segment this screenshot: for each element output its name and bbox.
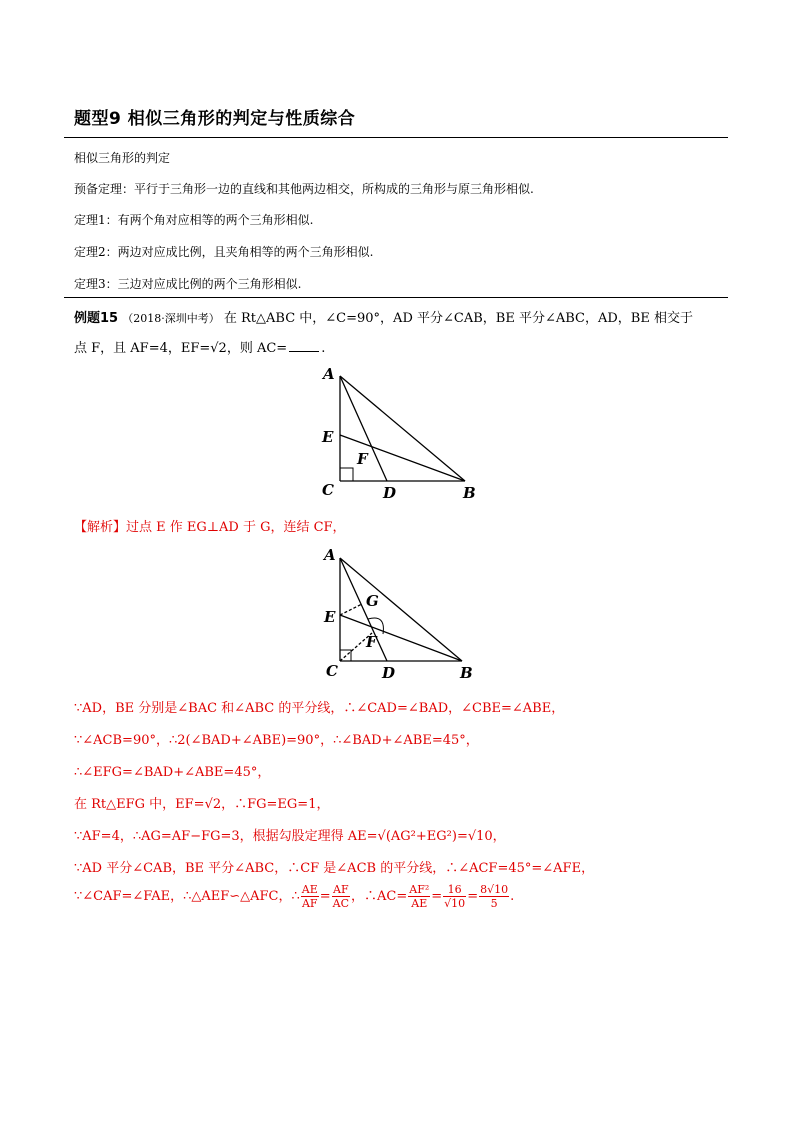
solution-text: 过点 E 作 EG⊥AD 于 G，连结 CF， <box>126 520 346 535</box>
label-b: B <box>463 484 476 502</box>
fraction <box>301 883 319 910</box>
numerator: 8√10 <box>480 883 509 896</box>
denominator: AF <box>301 897 318 910</box>
label-f: F <box>366 633 377 651</box>
numerator: AF <box>333 883 349 896</box>
solution-line: ∵∠ACB=90°，∴2(∠BAD+∠ABE)=90°，∴∠BAD+∠ABE=45°， <box>74 733 479 748</box>
label-d: D <box>382 664 396 682</box>
section-title: 题型9 相似三角形的判定与性质综合 <box>74 109 356 129</box>
segment-ad <box>340 558 387 661</box>
example-source: （2018·深圳中考） <box>122 312 220 325</box>
solution-text: ∵∠CAF=∠FAE，∴△AEF∽△AFC，∴ <box>74 889 300 904</box>
example-line-2 <box>74 337 325 356</box>
equals: = <box>431 889 443 904</box>
right-angle-mark <box>340 468 353 481</box>
label-f: F <box>357 450 368 468</box>
title-divider <box>64 137 728 138</box>
numerator: 16 <box>443 883 466 897</box>
equals: = <box>467 889 479 904</box>
triangle-figure-1 <box>310 360 490 505</box>
example-text: 在 Rt△ABC 中，∠C=90°，AD 平分∠CAB，BE 平分∠ABC，AD，BE 相交于 <box>223 311 693 326</box>
solution-line: 在 Rt△EFG 中，EF=√2，∴FG=EG=1， <box>74 797 330 812</box>
label-b: B <box>460 664 473 682</box>
fraction <box>332 883 350 910</box>
side-ab <box>340 558 462 661</box>
theory-line: 定理3：三边对应成比例的两个三角形相似. <box>74 277 302 291</box>
segment-be <box>340 615 462 661</box>
label-a: A <box>323 365 335 383</box>
label-g: G <box>366 592 379 610</box>
answer-blank <box>289 339 319 352</box>
solution-line: ∴∠EFG=∠BAD+∠ABE=45°， <box>74 765 271 780</box>
denominator: AC <box>332 897 350 910</box>
solution-line: ∵AF=4，∴AG=AF−FG=3，根据勾股定理得 AE=√(AG²+EG²)=√10， <box>74 829 506 844</box>
theory-line: 定理2：两边对应成比例，且夹角相等的两个三角形相似. <box>74 245 374 259</box>
example-label: 例题15 <box>74 311 119 326</box>
solution-last-line <box>74 883 514 910</box>
solution-line: ∵AD，BE 分别是∠BAC 和∠ABC 的平分线，∴∠CAD=∠BAD，∠CBE=∠ABE， <box>74 701 565 716</box>
denominator: AE <box>411 897 428 910</box>
theory-heading: 相似三角形的判定 <box>74 151 171 165</box>
theory-line: 预备定理：平行于三角形一边的直线和其他两边相交，所构成的三角形与原三角形相似. <box>74 182 534 196</box>
example-text: . <box>321 341 326 356</box>
numerator: AE <box>301 883 318 896</box>
numerator: AF² <box>409 883 430 896</box>
label-e: E <box>324 608 336 626</box>
solution-intro <box>74 516 346 535</box>
equals: = <box>319 889 331 904</box>
solution-text: ，∴AC= <box>351 889 408 904</box>
denominator: √10 <box>444 897 466 910</box>
example-text: 点 F，且 AF=4，EF=√2，则 AC= <box>74 341 288 356</box>
example-line-1 <box>74 307 693 326</box>
label-a: A <box>324 546 336 564</box>
label-c: C <box>322 481 334 499</box>
theory-line: 定理1：有两个角对应相等的两个三角形相似. <box>74 213 314 227</box>
solution-head: 【解析】 <box>74 520 127 535</box>
label-e: E <box>322 428 334 446</box>
fraction <box>443 883 466 910</box>
fraction <box>408 883 430 910</box>
period: . <box>510 889 515 904</box>
label-d: D <box>383 484 397 502</box>
segment-eg <box>340 604 362 615</box>
fraction <box>479 883 509 910</box>
triangle-figure-2 <box>310 540 490 685</box>
solution-line: ∵AD 平分∠CAB，BE 平分∠ABC，∴CF 是∠ACB 的平分线，∴∠ACF=45°=∠AFE， <box>74 861 595 876</box>
example-divider <box>64 297 728 298</box>
label-c: C <box>326 662 338 680</box>
denominator: 5 <box>490 897 498 910</box>
